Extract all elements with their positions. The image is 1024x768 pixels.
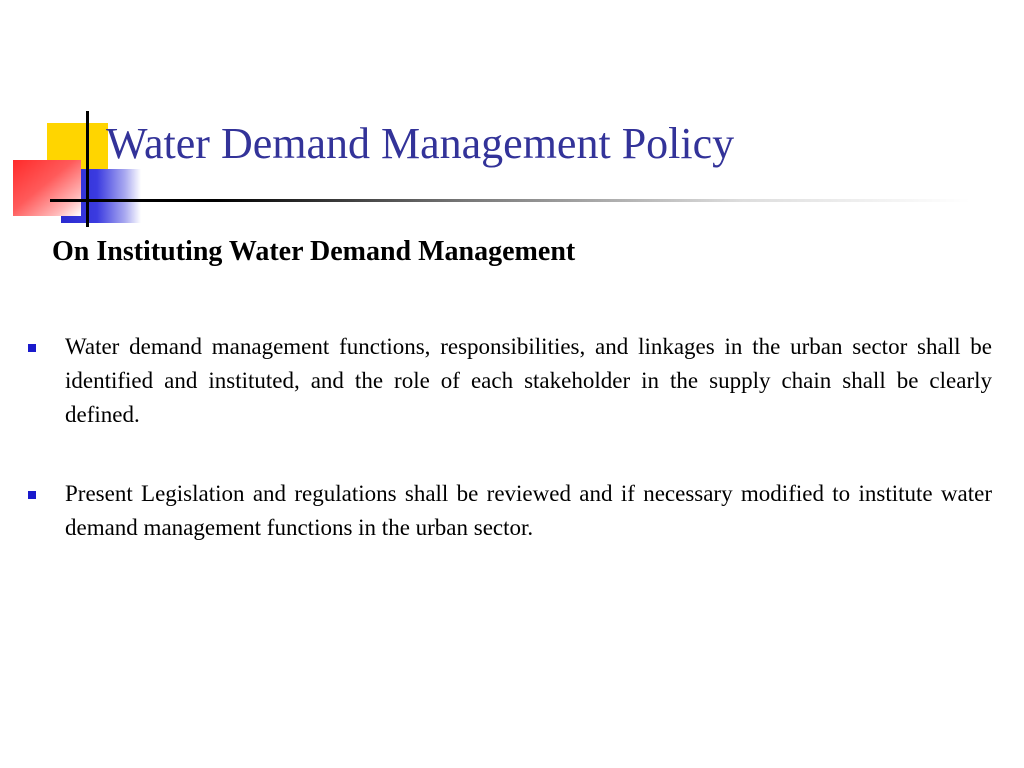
bullet-text: Present Legislation and regulations shall be reviewed and if necessary modified to institute water demand management functions in the urban sector. <box>65 481 992 540</box>
bullet-item <box>28 330 992 432</box>
slide-title: Water Demand Management Policy <box>106 119 735 168</box>
title-underline <box>50 199 970 202</box>
bullet-item <box>28 477 992 545</box>
square-bullet-icon <box>28 491 36 499</box>
bullet-list <box>28 330 992 590</box>
square-bullet-icon <box>28 344 36 352</box>
logo-red-square <box>13 160 81 216</box>
slide-subtitle: On Instituting Water Demand Management <box>52 236 576 267</box>
bullet-text: Water demand management functions, responsibilities, and linkages in the urban sector shall be identified and instituted, and the role of each stakeholder in the supply chain shall be clearly defined. <box>65 334 992 427</box>
logo-vertical-line <box>86 111 89 227</box>
